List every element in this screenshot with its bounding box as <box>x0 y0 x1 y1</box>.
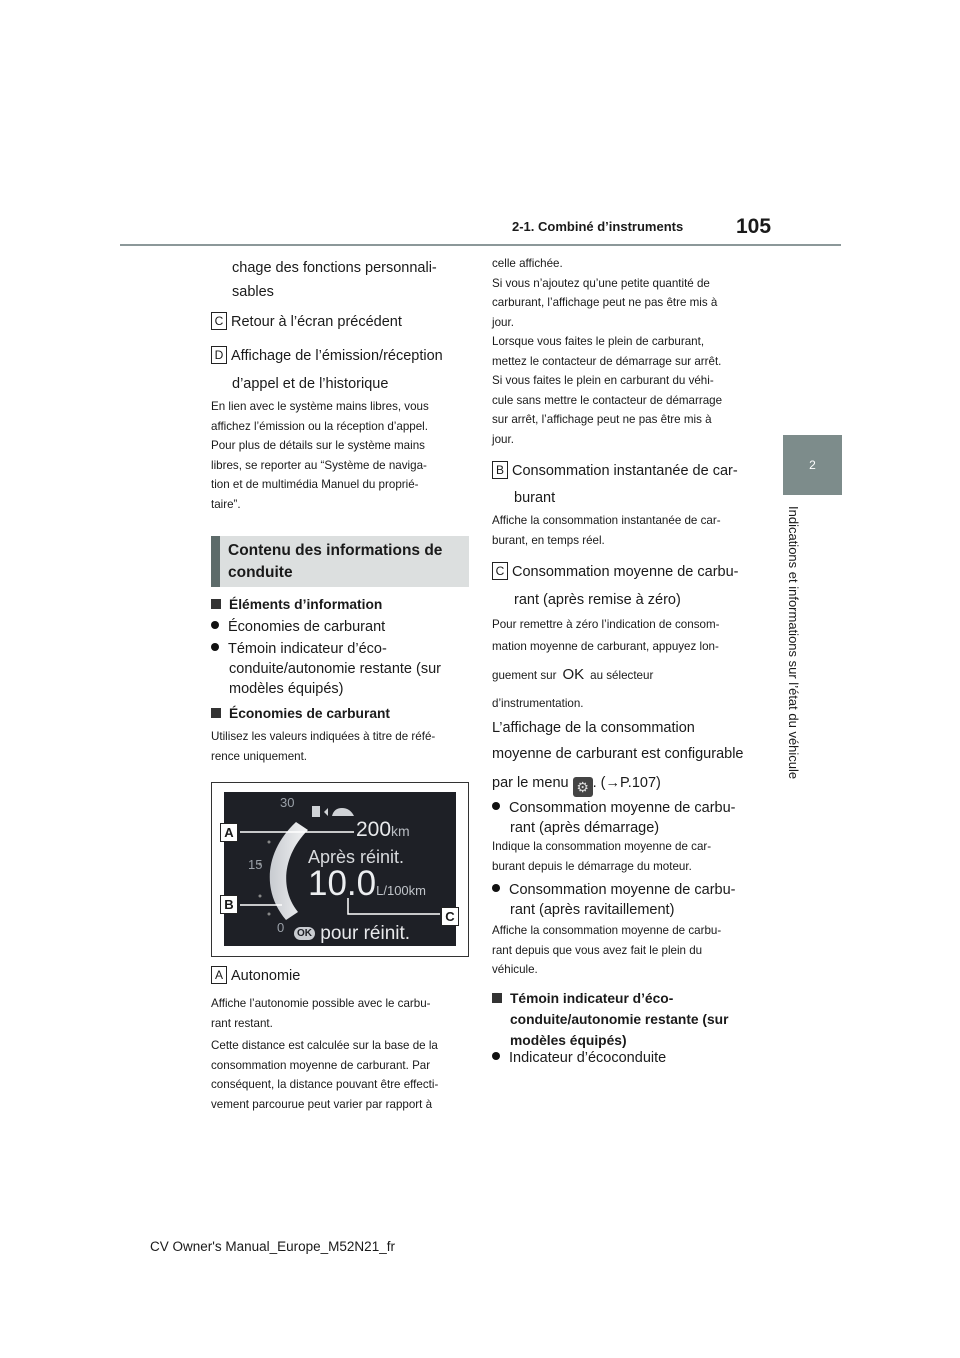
avg-after-refuel-note <box>492 921 721 980</box>
reference-note <box>211 727 435 766</box>
bullet-text: Économies de carburant <box>228 619 386 635</box>
text-fragment: au sélecteur <box>590 669 654 682</box>
bullet-avg-after-start <box>492 798 735 838</box>
ok-reset-text: pour réinit. <box>320 923 411 944</box>
item-b-text-1: Consommation instantanée de car- <box>512 463 738 479</box>
text-line: Utilisez les valeurs indiquées à titre de réfé- <box>211 730 436 743</box>
bullet-eco-indicator <box>211 639 471 699</box>
subheading-text: Éléments d’information <box>229 597 383 612</box>
text-line: Cette distance est calculée sur la base de la <box>211 1039 438 1052</box>
header-rule <box>120 244 841 246</box>
text-line: burant depuis le démarrage du moteur. <box>492 859 692 873</box>
text-line: consommation moyenne de carburant. Par <box>211 1058 431 1072</box>
bullet-text: rant (après démarrage) <box>510 820 660 836</box>
ok-switch-label: OK <box>562 666 585 683</box>
range-calculation-note <box>211 1036 438 1114</box>
subheading-fuel-economy <box>211 703 390 724</box>
configurable-text <box>492 717 744 797</box>
item-d-row <box>211 343 443 370</box>
subheading-text: Économies de carburant <box>229 706 391 721</box>
text-line <box>492 772 744 797</box>
text-line: Affiche la consommation instantanée de car- <box>492 514 721 527</box>
subheading-text: conduite/autonomie restante (sur <box>510 1012 729 1027</box>
text-line: vement parcourue peut varier par rapport à <box>211 1097 433 1111</box>
square-bullet-icon <box>492 993 502 1003</box>
item-b-row <box>492 458 738 485</box>
instant-consumption-note <box>492 511 721 550</box>
scale-bottom-label: 0 <box>277 920 285 935</box>
handsfree-paragraph <box>211 397 471 514</box>
text-line: moyenne de carburant est configurable <box>492 746 744 762</box>
bullet-text: Consommation moyenne de carbu- <box>509 800 736 816</box>
text-line: libres, se reporter au “Système de naviga- <box>211 458 427 472</box>
subheading-text: Témoin indicateur d’éco- <box>510 991 674 1006</box>
callout-b: B <box>220 895 238 914</box>
bullet-dot-icon <box>492 884 500 892</box>
label-d-box: D <box>211 346 227 364</box>
bullet-eco-driving-indicator <box>492 1048 666 1068</box>
text-line: carburant, l’affichage peut ne pas être mis à <box>492 296 718 309</box>
bullet-dot-icon <box>492 1052 500 1060</box>
cluster-illustration <box>211 782 469 957</box>
item-d-text-2: d’appel et de l’historique <box>232 376 389 392</box>
callout-a: A <box>220 823 238 842</box>
text-line: En lien avec le système mains libres, vous <box>211 400 429 413</box>
item-c-text-2: rant (après remise à zéro) <box>514 592 681 608</box>
bullet-text: Indicateur d’écoconduite <box>509 1050 667 1066</box>
item-c-row <box>211 309 402 336</box>
refuel-note <box>492 254 722 449</box>
heading-line: conduite <box>228 564 293 581</box>
scale-top-label: 30 <box>280 795 295 810</box>
text-line: rant restant. <box>211 1016 273 1030</box>
page-number: 105 <box>736 215 772 238</box>
bullet-text: rant (après ravitaillement) <box>510 902 675 918</box>
text-fragment: guement sur <box>492 669 557 682</box>
text-line: celle affichée. <box>492 257 563 270</box>
item-c-text-1: Consommation moyenne de carbu- <box>512 564 739 580</box>
item-a-row <box>211 963 300 990</box>
continued-text-1: chage des fonctions personnali- <box>232 260 437 276</box>
consumption-number: 10.0 <box>308 864 377 903</box>
heading-line: Contenu des informations de <box>228 542 443 559</box>
gear-icon: ⚙ <box>573 777 593 797</box>
square-bullet-icon <box>211 708 221 718</box>
callout-c: C <box>441 907 459 926</box>
continued-text-2: sables <box>232 284 274 300</box>
section-title: 2-1. Combiné d’instruments <box>512 219 684 234</box>
text-line: Si vous n’ajoutez qu’une petite quantité de <box>492 276 710 290</box>
text-line: véhicule. <box>492 963 538 976</box>
text-line: L’affichage de la consommation <box>492 720 695 736</box>
consumption-unit: L/100km <box>376 883 426 898</box>
reset-instructions <box>492 614 719 715</box>
item-c-right-row <box>492 559 738 586</box>
range-unit: km <box>391 823 410 839</box>
range-description <box>211 994 431 1033</box>
callout-leaders <box>212 783 468 956</box>
bullet-avg-after-refuel <box>492 880 735 920</box>
text-line: rant depuis que vous avez fait le plein du <box>492 943 703 957</box>
label-a-box: A <box>211 966 227 984</box>
avg-after-start-note <box>492 837 711 876</box>
leader-c <box>348 898 440 914</box>
label-b-box: B <box>492 461 508 479</box>
text-line: mettez le contacteur de démarrage sur arrêt. <box>492 354 722 368</box>
range-number: 200 <box>356 818 392 841</box>
ok-badge: OK <box>294 927 315 940</box>
text-line <box>492 664 719 687</box>
bullet-fuel-economy <box>211 617 385 637</box>
text-line: jour. <box>492 315 514 329</box>
text-fragment: . (→P.107) <box>592 775 661 791</box>
text-line: burant, en temps réel. <box>492 533 605 547</box>
item-d-text-1: Affichage de l’émission/réception <box>231 348 443 364</box>
subheading-text: modèles équipés) <box>510 1033 627 1048</box>
label-c-box: C <box>492 562 508 580</box>
text-line: Affiche la consommation moyenne de carbu- <box>492 924 722 937</box>
text-line: cule sans mettre le contacteur de démarrage <box>492 393 723 407</box>
text-line: jour. <box>492 432 514 446</box>
text-line: d’instrumentation. <box>492 697 584 710</box>
chapter-title: Indications et informations sur l’état du véhicule <box>786 506 801 780</box>
text-line: conséquent, la distance pouvant être effecti- <box>211 1078 439 1091</box>
scale-mid-label: 15 <box>248 857 263 872</box>
item-a-text: Autonomie <box>231 968 301 984</box>
bullet-dot-icon <box>211 643 219 651</box>
subheading-elements <box>211 594 382 615</box>
text-line: rence uniquement. <box>211 749 308 763</box>
text-line: affichez l’émission ou la réception d’appel. <box>211 419 428 433</box>
footer-manual-id: CV Owner's Manual_Europe_M52N21_fr <box>150 1239 395 1254</box>
square-bullet-icon <box>211 599 221 609</box>
section-heading <box>211 536 469 587</box>
text-line: taire”. <box>211 497 241 511</box>
text-line: Lorsque vous faites le plein de carburant, <box>492 335 705 348</box>
bullet-text: conduite/autonomie restante (sur <box>229 661 441 677</box>
text-line: mation moyenne de carburant, appuyez lon- <box>492 640 719 653</box>
bullet-text: Témoin indicateur d’éco- <box>228 641 387 657</box>
text-line: Pour remettre à zéro l’indication de consom- <box>492 618 720 631</box>
bullet-dot-icon <box>211 621 219 629</box>
text-line: Indique la consommation moyenne de car- <box>492 840 712 853</box>
text-line: Affiche l’autonomie possible avec le carbu- <box>211 997 431 1010</box>
bullet-text: modèles équipés) <box>229 681 344 697</box>
label-c-box: C <box>211 312 227 330</box>
item-c-text: Retour à l’écran précédent <box>231 314 402 330</box>
chapter-tab <box>783 435 842 495</box>
text-line: sur arrêt, l’affichage peut ne pas être mis à <box>492 413 712 426</box>
chapter-number: 2 <box>809 458 816 472</box>
bullet-text: Consommation moyenne de carbu- <box>509 882 736 898</box>
reset-label: Après réinit. <box>308 847 405 867</box>
item-b-text-2: burant <box>514 490 556 506</box>
text-line: tion et de multimédia Manuel du proprié- <box>211 478 419 491</box>
text-line: Pour plus de détails sur le système mains <box>211 439 425 452</box>
bullet-dot-icon <box>492 802 500 810</box>
text-fragment: par le menu <box>492 775 569 791</box>
subheading-eco-indicator <box>492 988 728 1051</box>
text-line: Si vous faites le plein en carburant du véhi- <box>492 374 714 387</box>
